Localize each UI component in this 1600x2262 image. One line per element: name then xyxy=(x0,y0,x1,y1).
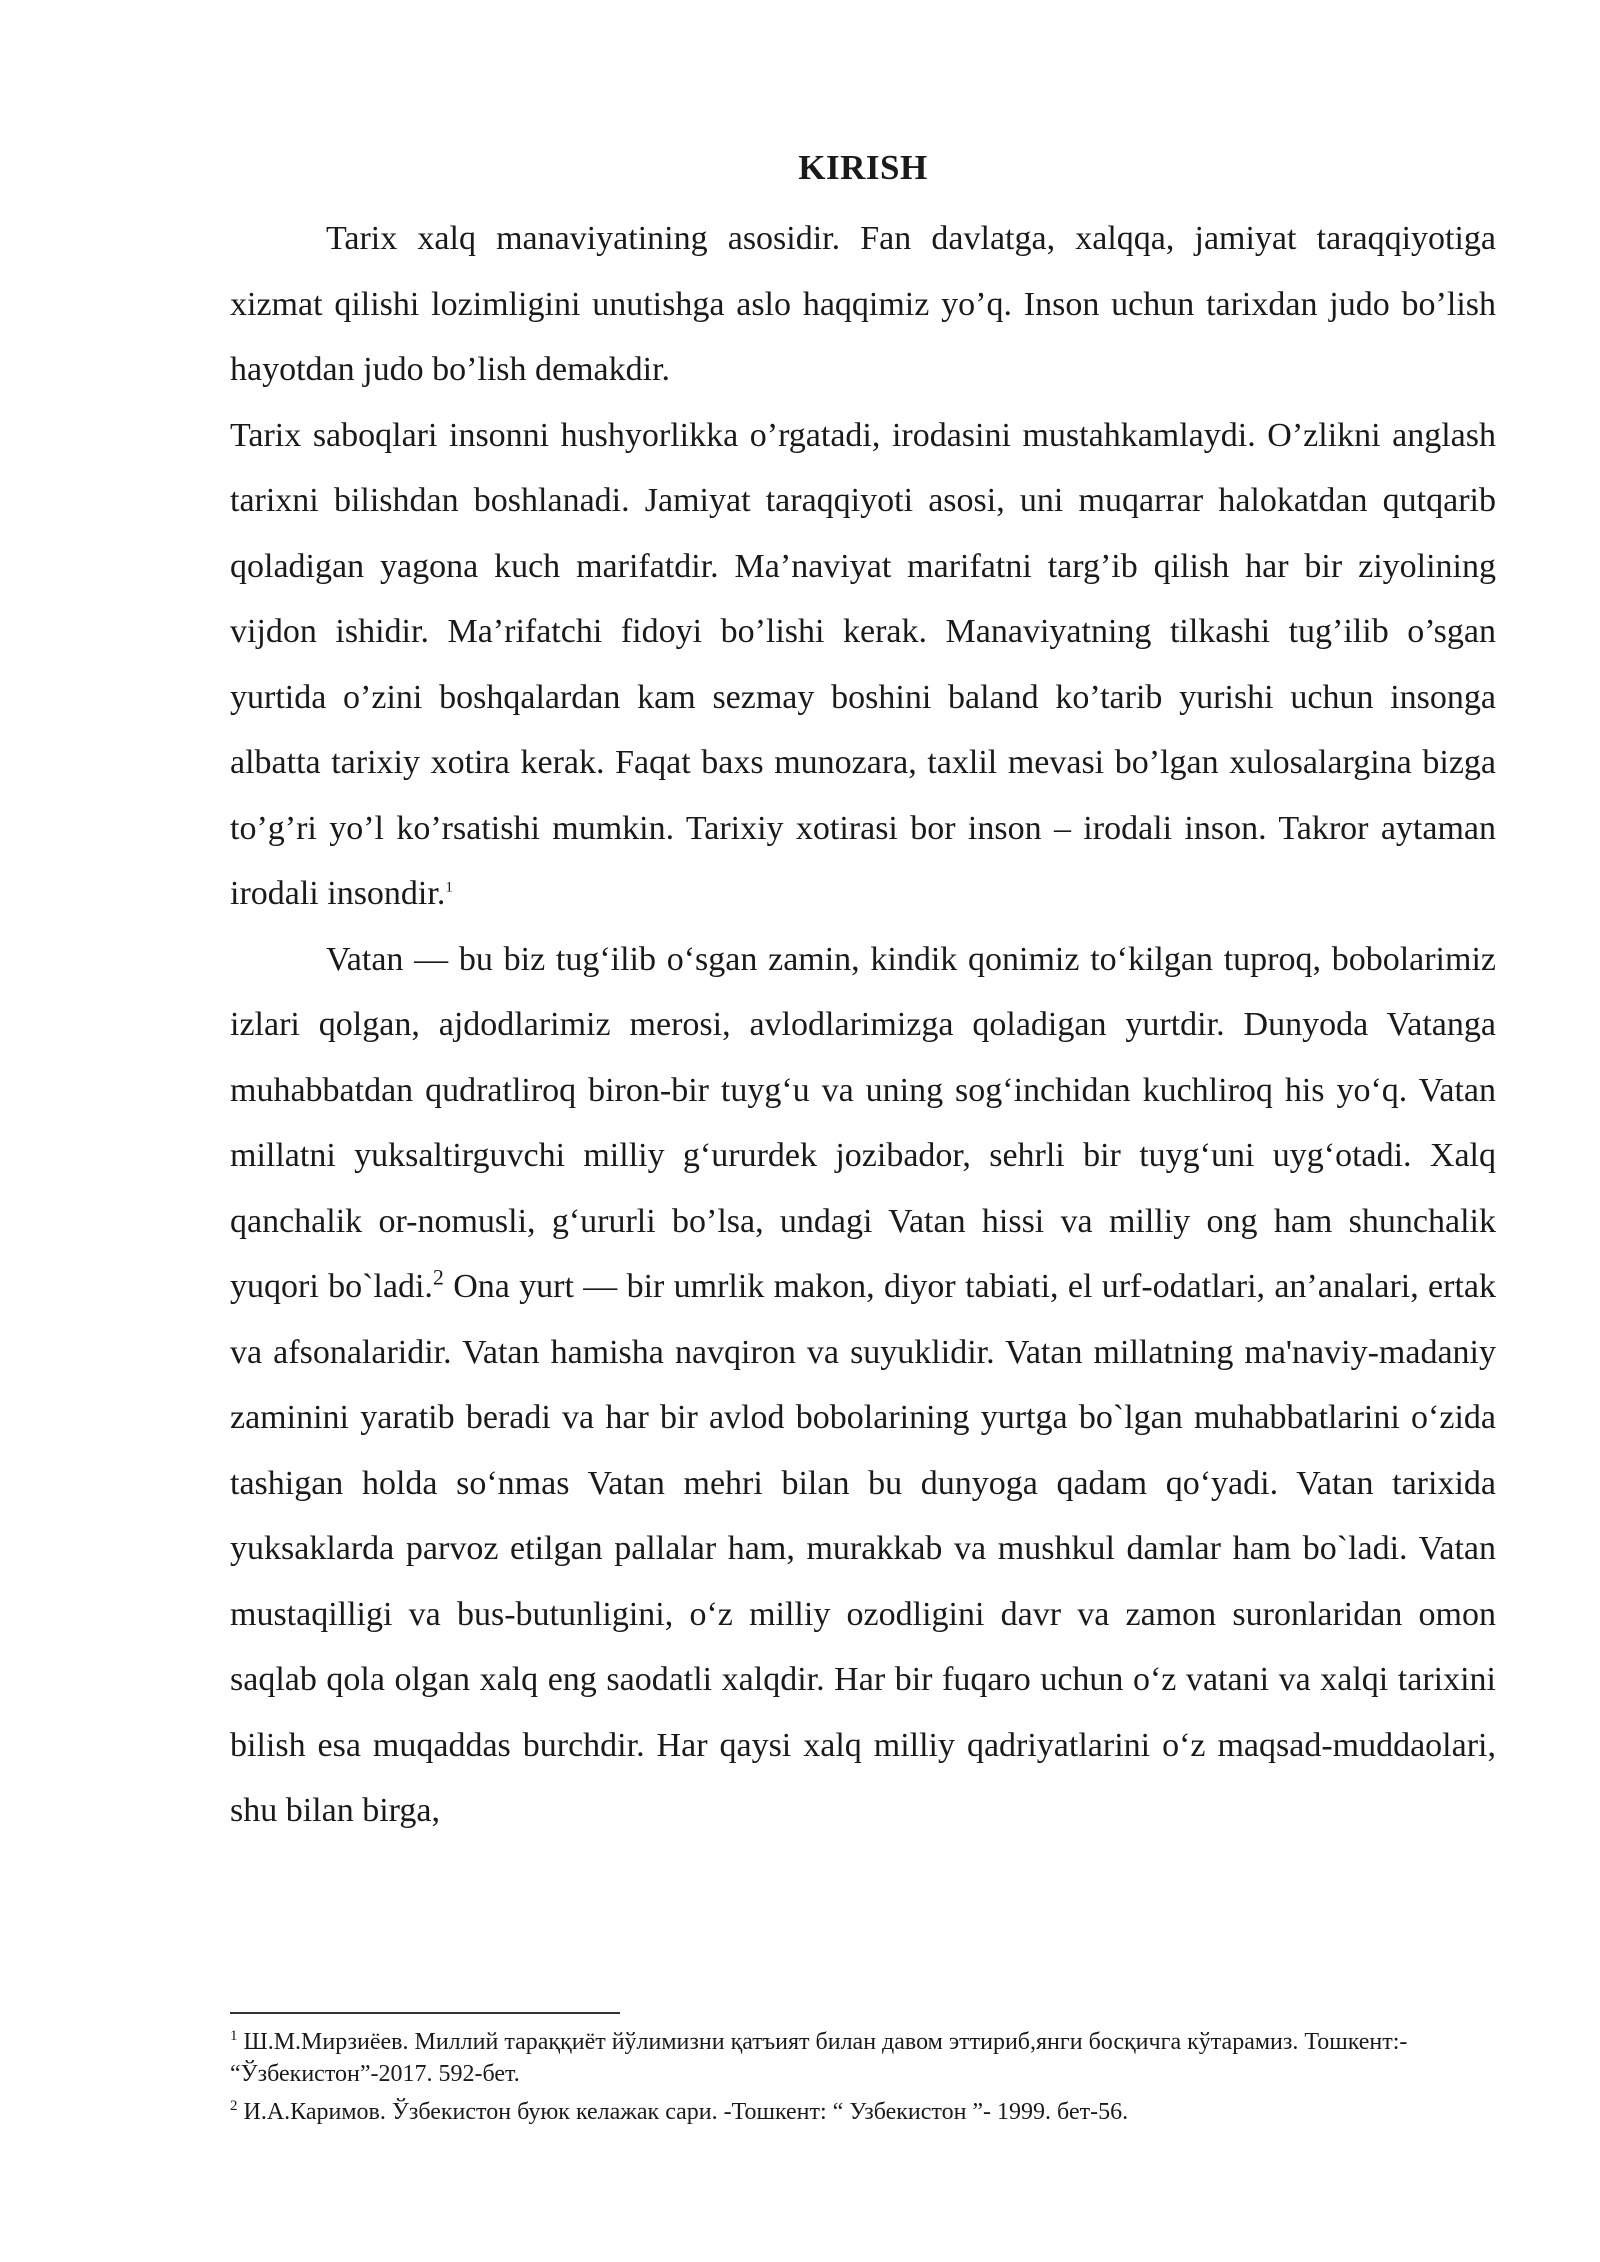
footnote-1-text: Ш.М.Мирзиёев. Миллий тараққиёт йўлимизни қатъият билан давом эттириб,янги босқичга кўтарамиз. Тошкент:- “Ўзбекистон”-2017. 592-бет. xyxy=(230,2029,1408,2087)
footnote-1 xyxy=(230,2020,1496,2090)
footnote-ref-1[interactable]: 1 xyxy=(445,879,453,896)
footnote-separator xyxy=(230,2012,620,2014)
paragraph-3-text-b: Ona yurt — bir umrlik makon, diyor tabiati, el urf-odatlari, an’analari, ertak va afsonalaridir. Vatan hamisha navqiron va suyuklidir. Vatan millatning ma'naviy-madaniy zaminini yaratib beradi va har bir avlod bobolarining yurtga bo`lgan muhabbatlarini o‘zida tashigan holda so‘nmas Vatan mehri bilan bu dunyoga qadam qo‘yadi. Vatan tarixida yuksaklarda parvoz etilgan pallalar ham, murakkab va mushkul damlar ham bo`ladi. Vatan mustaqilligi va bus-butunligini, o‘z milliy ozodligini davr va zamon suronlaridan omon saqlab qola olgan xalq eng saodatli xalqdir. Har bir fuqaro uchun o‘z vatani va xalqi tarixini bilish esa muqaddas burchdir. Har qaysi xalq milliy qadriyatlarini o‘z maqsad-muddaolari, shu bilan birga, xyxy=(230,1268,1496,1829)
footnote-2-number: 2 xyxy=(230,2098,238,2114)
paragraph-3 xyxy=(230,927,1496,1844)
paragraph-3-text-a: Vatan — bu biz tug‘ilib o‘sgan zamin, kindik qonimiz to‘kilgan tuproq, bobolarimiz izlari qolgan, ajdodlarimiz merosi, avlodlarimizga qoladigan yurtdir. Dunyoda Vatanga muhabbatdan qudratliroq biron-bir tuyg‘u va uning sog‘inchidan kuchliroq his yo‘q. Vatan millatni yuksaltirguvchi milliy g‘ururdek jozibador, sehrli bir tuyg‘uni uyg‘otadi. Xalq qanchalik or-nomusli, g‘ururli bo’lsa, undagi Vatan hissi va milliy ong ham shunchalik yuqori bo`ladi. xyxy=(230,940,1496,1305)
footnote-ref-2[interactable]: 2 xyxy=(432,1264,444,1290)
footnote-1-number: 1 xyxy=(230,2028,238,2044)
document-body xyxy=(230,148,1496,1844)
footnote-2 xyxy=(230,2090,1496,2128)
paragraph-2-text: Tarix saboqlari insonni hushyorlikka o’rgatadi, irodasini mustahkamlaydi. O’zlikni anglash tarixni bilishdan boshlanadi. Jamiyat taraqqiyoti asosi, uni muqarrar halokatdan qutqarib qoladigan yagona kuch marifatdir. Ma’naviyat marifatni targ’ib qilish har bir ziyolining vijdon ishidir. Ma’rifatchi fidoyi bo’lishi kerak. Manaviyatning tilkashi tug’ilib o’sgan yurtida o’zini boshqalardan kam sezmay boshini baland ko’tarib yurishi uchun insonga albatta tarixiy xotira kerak. Faqat baxs munozara, taxlil mevasi bo’lgan xulosalargina bizga to’g’ri yo’l ko’rsatishi mumkin. Tarixiy xotirasi bor inson – irodali inson. Takror aytaman irodali insondir. xyxy=(230,416,1496,912)
paragraph-1: Tarix xalq manaviyatining asosidir. Fan davlatga, xalqqa, jamiyat taraqqiyotiga xizmat qilishi lozimligini unutishga aslo haqqimiz yo’q. Inson uchun tarixdan judo bo’lish hayotdan judo bo’lish demakdir. xyxy=(230,220,1496,388)
page-title: KIRISH xyxy=(798,148,928,187)
paragraph-2 xyxy=(230,403,1496,927)
footnotes xyxy=(230,2012,1496,2128)
footnote-2-text: И.А.Каримов. Ўзбекистон буюк келажак сари. -Тошкент: “ Узбекистон ”- 1999. бет-56. xyxy=(237,2099,1129,2125)
